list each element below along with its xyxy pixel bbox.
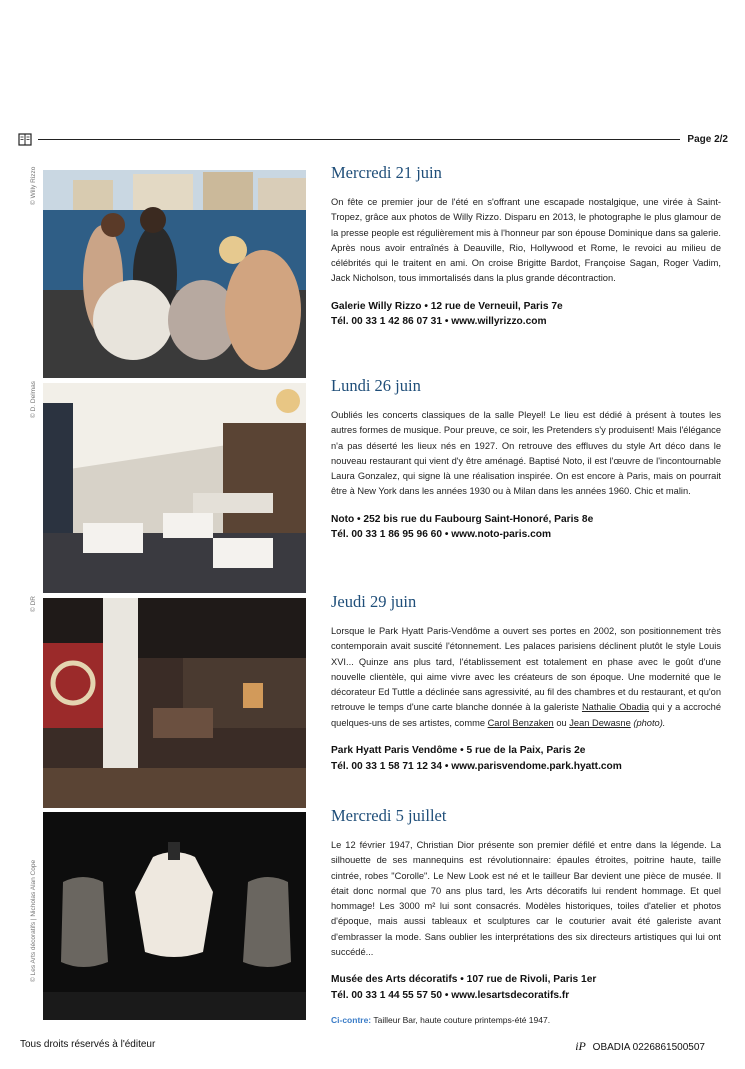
document-code-text: OBADIA 0226861500507 bbox=[592, 1042, 705, 1053]
photo-saint-tropez bbox=[43, 170, 306, 378]
article-1 bbox=[331, 163, 721, 330]
article-body: Le 12 février 1947, Christian Dior présente son premier défilé et entre dans la légende. La silhouette de ses mannequins est révolutionnaire: épaules étroites, poitrine haute, taille cintrée, robes "Corolle". Le New Look est né et le tailleur Bar devient une pièce de musée. Il était donc normal que 70 ans plus tard, les Arts décoratifs lui rendent hommage. Et quel hommage! Les 3000 m² lui sont consacrés. Modèles historiques, toiles d'atelier et photos d'époque, mais aussi tableaux et sculptures car le couturier avait été galeriste avant d'embrasser la mode. Sans oublier les interprétations des six directeurs artistiques qui lui ont succédé... bbox=[331, 840, 721, 958]
document-code bbox=[575, 1039, 705, 1054]
venue-address: Noto • 252 bis rue du Faubourg Saint-Honoré, Paris 8e bbox=[331, 513, 594, 525]
page-number: Page 2/2 bbox=[687, 134, 728, 145]
photo-credit: © Les Arts décoratifs | Nicholas Alan Cope bbox=[30, 859, 37, 982]
venue-address: Galerie Willy Rizzo • 12 rue de Verneuil, Paris 7e bbox=[331, 300, 563, 312]
article-date: Mercredi 21 juin bbox=[331, 163, 442, 182]
venue-phone-web: Tél. 00 33 1 44 55 57 50 • www.lesartsdecoratifs.fr bbox=[331, 989, 570, 1001]
photo-noto-restaurant bbox=[43, 383, 306, 593]
article-body: On fête ce premier jour de l'été en s'offrant une escapade nostalgique, une virée à Saint-Tropez, grâce aux photos de Willy Rizzo. Disparu en 2013, le photographe le plus glamour de la presse people est régulièrement mis à l'honneur par son épouse Dominique dans sa galerie. Après nous avoir entraînés à Deauville, Rio, Hollywood et Rome, le revoici au milieu de célébrités qui le traitent en ami. On croise Brigitte Bardot, Françoise Sagan, Roger Vadim, Jack Nicholson, tous immortalisés dans la plus grande décontraction. bbox=[331, 197, 721, 284]
article-4 bbox=[331, 806, 721, 1025]
photo-caption: Ci-contre: Tailleur Bar, haute couture printemps-été 1947. bbox=[331, 1015, 551, 1026]
article-address bbox=[331, 743, 721, 774]
photo-credit: © DR bbox=[30, 596, 37, 612]
article-2 bbox=[331, 376, 721, 543]
artist-link-jean-dewasne: Jean Dewasne bbox=[569, 717, 631, 728]
article-date: Lundi 26 juin bbox=[331, 376, 421, 395]
venue-phone-web: Tél. 00 33 1 58 71 12 34 • www.parisvendome.park.hyatt.com bbox=[331, 760, 622, 772]
venue-address: Park Hyatt Paris Vendôme • 5 rue de la Paix, Paris 2e bbox=[331, 745, 586, 757]
artist-link-carol-benzaken: Carol Benzaken bbox=[487, 717, 554, 728]
photo-credit: © D. Delmas bbox=[30, 381, 37, 418]
photo-dior-tailleur-bar bbox=[43, 812, 306, 1020]
article-date: Mercredi 5 juillet bbox=[331, 806, 447, 825]
article-date: Jeudi 29 juin bbox=[331, 592, 417, 611]
page-header bbox=[18, 133, 728, 147]
article-body: Oubliés les concerts classiques de la salle Pleyel! Le lieu est dédié à présent à toutes les autres formes de musique. Pour preuve, ce soir, les Pretenders s'y produisent! Mais l'élégance n'a pas déserté les lieux nés en 1927. On retrouve des effluves du style Art déco dans le nouveau restaurant qui vient d'y être aménagé. Baptisé Noto, il est l'œuvre de l'incontournable Laura Gonzalez, qui signe là une réalisation inspirée. On est encore à Paris, mais on pourrait être à New York dans les années 1930 ou à Milan dans les années 1960. Chic et malin. bbox=[331, 410, 721, 497]
venue-address: Musée des Arts décoratifs • 107 rue de Rivoli, Paris 1er bbox=[331, 974, 597, 986]
photo-credit: © Willy Rizzo bbox=[30, 166, 37, 205]
ip-logo-icon: iP bbox=[575, 1039, 586, 1053]
photo-park-hyatt bbox=[43, 598, 306, 808]
article-body: Lorsque le Park Hyatt Paris-Vendôme a ouvert ses portes en 2002, son positionnement très contemporain avait suscité l'étonnement. Les palaces parisiens déclinent plutôt le style Louis XVI... Quinze ans plus tard, l'établissement est totalement en phase avec le goût d'une nouvelle clientèle, qui aime vivre avec les créateurs de son époque. Une modernité que le décorateur Ed Tuttle a déclinée sans agressivité, au fil des chambres et du restaurant, et qu'on retrouve le temps d'une carte blanche donnée à la galeriste Nathalie Obadia qui y a accroché quelques-uns de ses artistes, comme Carol Benzaken ou Jean Dewasne (photo). bbox=[331, 626, 722, 728]
article-address bbox=[331, 972, 721, 1003]
artist-link-nathalie-obadia: Nathalie Obadia bbox=[581, 702, 650, 713]
venue-phone-web: Tél. 00 33 1 42 86 07 31 • www.willyrizzo.com bbox=[331, 316, 547, 328]
article-address bbox=[331, 299, 721, 330]
article-3 bbox=[331, 592, 721, 774]
header-rule bbox=[38, 139, 680, 140]
venue-phone-web: Tél. 00 33 1 86 95 96 60 • www.noto-paris.com bbox=[331, 529, 552, 541]
book-icon bbox=[18, 133, 32, 146]
rights-notice: Tous droits réservés à l'éditeur bbox=[20, 1039, 156, 1050]
caption-label: Ci-contre: bbox=[331, 1015, 372, 1026]
article-address bbox=[331, 512, 721, 543]
